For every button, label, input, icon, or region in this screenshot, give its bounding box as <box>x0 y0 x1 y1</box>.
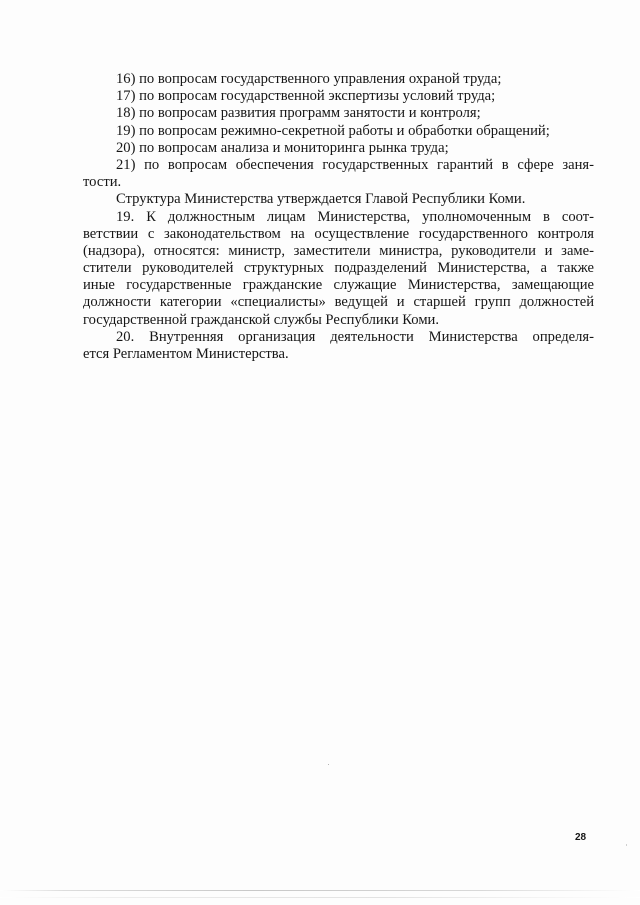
list-item-19: 19) по вопросам режимно-секретной работы и обработки обращений; <box>116 122 550 139</box>
paragraph-19-line4: стители руководителей структурных подразделений Министерства, а также <box>83 260 594 277</box>
paragraph-19-line3: (надзора), относятся: министр, заместители министра, руководители и заме- <box>83 242 594 259</box>
scan-speck <box>626 844 627 846</box>
list-item-18: 18) по вопросам развития программ занятости и контроля; <box>116 105 481 122</box>
list-item-17: 17) по вопросам государственной экспертизы условий труда; <box>116 88 496 105</box>
document-body <box>83 71 594 363</box>
paragraph-20-line1: 20. Внутренняя организация деятельности Министерства определя- <box>116 328 594 345</box>
paragraph-19-line5: иные государственные гражданские служащие Министерства, замещающие <box>83 277 594 294</box>
paragraph-19-line6: должности категории «специалисты» ведущей и старшей групп должностей <box>83 294 594 311</box>
structure-sentence: Структура Министерства утверждается Главой Республики Коми. <box>116 191 526 208</box>
paragraph-19-line1: 19. К должностным лицам Министерства, уполномоченным в соот- <box>116 208 594 225</box>
list-item-20: 20) по вопросам анализа и мониторинга рынка труда; <box>116 139 449 156</box>
scan-edge-line <box>0 897 640 898</box>
page-number: 28 <box>575 832 587 843</box>
list-item-21-line1: 21) по вопросам обеспечения государственных гарантий в сфере заня- <box>116 156 594 173</box>
list-item-21-line2: тости. <box>83 174 122 191</box>
scan-edge-line <box>0 890 640 891</box>
paragraph-19-line2: ветствии с законодательством на осуществление государственного контроля <box>83 225 594 242</box>
paragraph-20-line2: ется Регламентом Министерства. <box>83 346 289 362</box>
paragraph-19-line7: государственной гражданской службы Республики Коми. <box>83 311 440 328</box>
list-item-16: 16) по вопросам государственного управления охраной труда; <box>116 71 502 87</box>
scan-speck <box>328 764 329 765</box>
